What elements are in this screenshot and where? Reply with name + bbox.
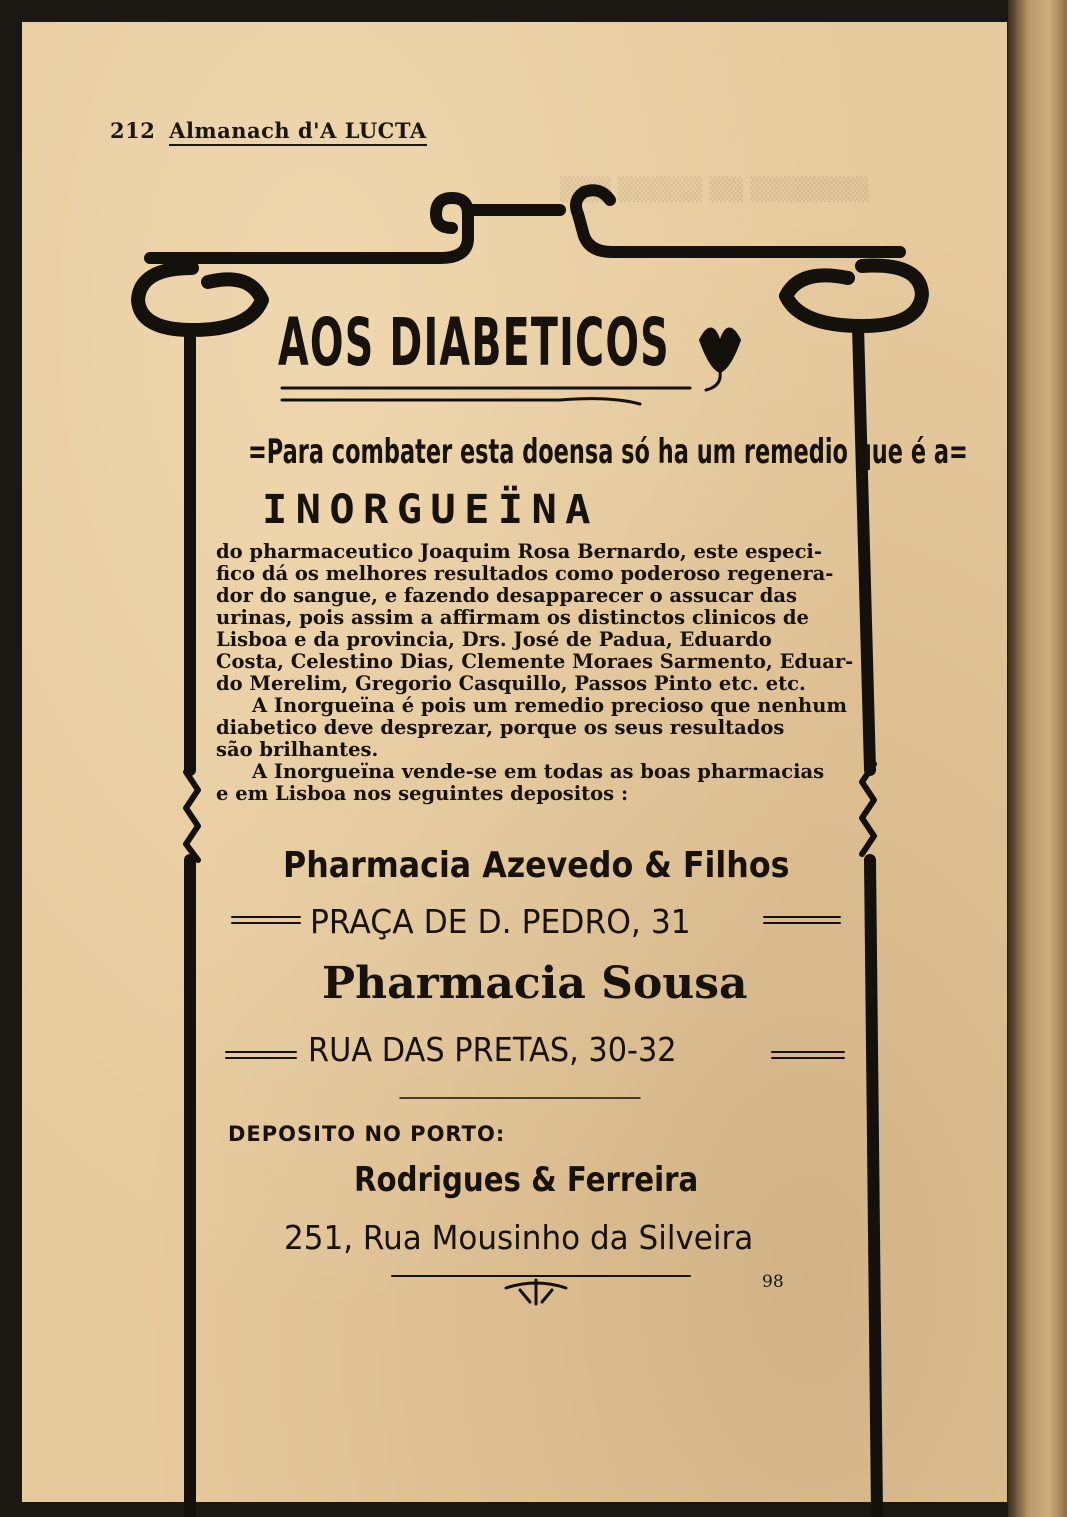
paragraph-line: Lisboa e da provincia, Drs. José de Padua, Eduardo	[216, 628, 772, 651]
paragraph-line: urinas, pois assim a affirmam os distinctos clinicos de	[216, 606, 809, 629]
pharmacy-sousa-address: RUA DAS PRETAS, 30-32	[308, 1030, 677, 1069]
bleed-through: ▒▒▒ ▒▒▒▒▒ ▒▒ ▒▒▒▒▒▒▒	[560, 178, 869, 203]
paragraph-line: diabetico deve desprezar, porque os seus resultados	[216, 716, 785, 739]
paragraph-line: fico dá os melhores resultados como poderoso regenera-	[216, 562, 834, 585]
pharmacy-azevedo: Pharmacia Azevedo & Filhos	[283, 845, 790, 886]
almanac-title: Almanach d'A LUCTA	[169, 118, 426, 146]
paragraph-line: A Inorgueïna é pois um remedio precioso que nenhum	[252, 694, 848, 717]
page-number: 212	[110, 118, 156, 143]
paragraph-line: dor do sangue, e fazendo desapparecer o assucar das	[216, 584, 797, 607]
pharmacy-azevedo-address: PRAÇA DE D. PEDRO, 31	[310, 902, 691, 941]
pharmacy-rodrigues-address: 251, Rua Mousinho da Silveira	[284, 1218, 754, 1257]
paragraph-line: Costa, Celestino Dias, Clemente Moraes Sarmento, Eduar-	[216, 650, 854, 673]
pharmacy-rodrigues: Rodrigues & Ferreira	[354, 1160, 699, 1200]
paragraph-line: do Merelim, Gregorio Casquillo, Passos Pinto etc. etc.	[216, 672, 806, 695]
paragraph-line: são brilhantes.	[216, 738, 379, 761]
pharmacy-sousa: Pharmacia Sousa	[322, 958, 748, 1009]
ad-subheading: =Para combater esta doensa só ha um remedio que é a=	[248, 432, 968, 472]
product-name: INORGUEÏNA	[262, 487, 599, 533]
deposit-porto-label: DEPOSITO NO PORTO:	[228, 1122, 506, 1146]
paragraph-line: do pharmaceutico Joaquim Rosa Bernardo, este especi-	[216, 540, 822, 563]
paragraph-line: A Inorgueïna vende-se em todas as boas pharmacias	[252, 760, 825, 783]
ad-heading: AOS DIABETICOS	[278, 304, 670, 381]
paragraph-line: e em Lisboa nos seguintes depositos :	[216, 782, 629, 805]
ad-number: 98	[762, 1272, 784, 1292]
